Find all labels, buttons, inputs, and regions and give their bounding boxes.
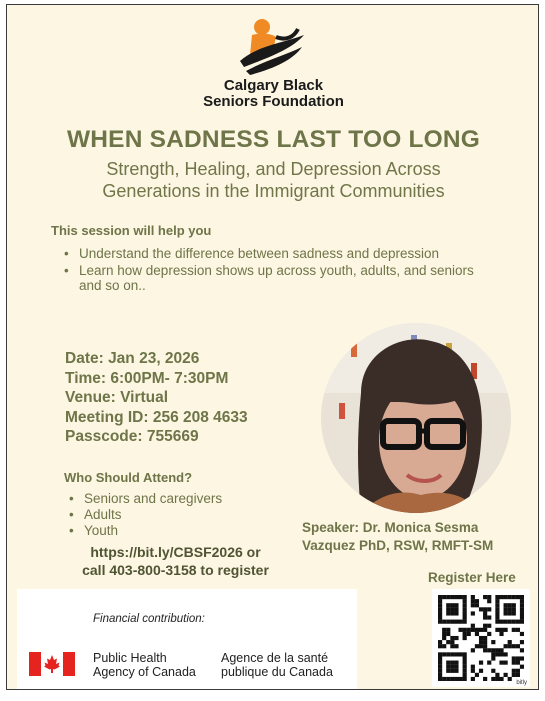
qr-module — [520, 599, 524, 603]
qr-module — [499, 677, 503, 681]
qr-module — [487, 648, 491, 652]
qr-module — [454, 607, 458, 611]
qr-module — [483, 628, 487, 632]
qr-module — [454, 652, 458, 656]
registration-phone: call 403-800-3158 to register — [82, 562, 269, 578]
qr-module — [463, 661, 467, 665]
qr-module — [499, 632, 503, 636]
qr-module — [458, 628, 462, 632]
event-date: Date: Jan 23, 2026 — [65, 350, 200, 367]
qr-module — [438, 607, 442, 611]
qr-module — [495, 677, 499, 681]
qr-module — [442, 677, 446, 681]
qr-module — [442, 620, 446, 624]
qr-module — [520, 607, 524, 611]
qr-module — [475, 599, 479, 603]
qr-module — [487, 624, 491, 628]
qr-module — [495, 652, 499, 656]
qr-module — [512, 673, 516, 677]
qr-module — [495, 611, 499, 615]
qr-module — [499, 652, 503, 656]
qr-module — [450, 640, 454, 644]
qr-module — [450, 611, 454, 615]
qr-module — [487, 607, 491, 611]
qr-module — [450, 644, 454, 648]
qr-module — [438, 615, 442, 619]
qr-module — [454, 611, 458, 615]
qr-module — [463, 656, 467, 660]
qr-module — [516, 595, 520, 599]
register-here-label: Register Here — [428, 570, 516, 585]
qr-module — [516, 628, 520, 632]
qr-module — [479, 628, 483, 632]
qr-module — [495, 620, 499, 624]
qr-module — [504, 595, 508, 599]
qr-module — [491, 677, 495, 681]
qr-code-box[interactable] — [432, 589, 530, 687]
qr-module — [508, 607, 512, 611]
qr-module — [471, 628, 475, 632]
funding-label: Financial contribution: — [93, 613, 205, 625]
qr-module — [463, 603, 467, 607]
qr-module — [442, 652, 446, 656]
qr-module — [454, 636, 458, 640]
qr-module — [495, 628, 499, 632]
qr-module — [438, 669, 442, 673]
qr-module — [463, 677, 467, 681]
qr-module — [499, 620, 503, 624]
event-title: WHEN SADNESS LAST TOO LONG — [66, 126, 481, 153]
passcode: Passcode: 755669 — [65, 428, 199, 445]
qr-module — [450, 652, 454, 656]
qr-module — [483, 677, 487, 681]
qr-module — [463, 615, 467, 619]
qr-module — [438, 640, 442, 644]
qr-module — [520, 632, 524, 636]
qr-module — [512, 603, 516, 607]
qr-module — [516, 620, 520, 624]
qr-module — [520, 620, 524, 624]
qr-module — [499, 648, 503, 652]
list-item: • Adults — [69, 507, 222, 522]
qr-module — [446, 607, 450, 611]
qr-module — [491, 656, 495, 660]
qr-module — [504, 620, 508, 624]
qr-module — [504, 673, 508, 677]
qr-module — [450, 595, 454, 599]
qr-module — [446, 652, 450, 656]
qr-module — [463, 669, 467, 673]
qr-module — [454, 595, 458, 599]
agency-en-line2: Agency of Canada — [93, 665, 196, 679]
qr-module — [491, 652, 495, 656]
qr-module — [504, 644, 508, 648]
qr-module — [483, 607, 487, 611]
qr-module — [471, 665, 475, 669]
qr-module — [467, 628, 471, 632]
qr-module — [479, 640, 483, 644]
qr-module — [458, 677, 462, 681]
meeting-id: Meeting ID: 256 208 4633 — [65, 408, 248, 426]
qr-module — [512, 669, 516, 673]
qr-module — [463, 620, 467, 624]
qr-module — [463, 673, 467, 677]
qr-module — [520, 656, 524, 660]
qr-module — [438, 603, 442, 607]
qr-module — [442, 636, 446, 640]
qr-module — [512, 611, 516, 615]
speaker-line2: Vazquez PhD, RSW, RMFT-SM — [302, 538, 494, 553]
qr-module — [487, 632, 491, 636]
qr-module — [487, 599, 491, 603]
qr-module — [499, 661, 503, 665]
qr-module — [471, 611, 475, 615]
agency-fr-line1: Agence de la santé — [221, 651, 329, 665]
qr-module — [504, 607, 508, 611]
qr-module — [475, 673, 479, 677]
qr-module — [508, 640, 512, 644]
qr-module — [483, 595, 487, 599]
qr-module — [491, 640, 495, 644]
qr-module — [454, 644, 458, 648]
qr-module — [483, 648, 487, 652]
qr-module — [442, 628, 446, 632]
qr-caption: bitly — [516, 680, 527, 686]
qr-module — [479, 636, 483, 640]
qr-module — [450, 620, 454, 624]
org-name-line1: Calgary Black — [223, 77, 324, 94]
qr-module — [508, 603, 512, 607]
qr-module — [438, 595, 442, 599]
qr-module — [471, 677, 475, 681]
qr-module — [454, 603, 458, 607]
qr-module — [446, 669, 450, 673]
qr-module — [463, 665, 467, 669]
qr-module — [438, 644, 442, 648]
qr-module — [454, 620, 458, 624]
qr-module — [520, 603, 524, 607]
qr-module — [508, 677, 512, 681]
event-venue: Venue: Virtual — [65, 389, 169, 406]
speaker-info — [302, 519, 534, 555]
qr-module — [446, 611, 450, 615]
qr-module — [504, 628, 508, 632]
qr-module — [450, 677, 454, 681]
event-poster — [6, 4, 539, 690]
list-item: • Learn how depression shows up across youth, adults, and seniors and so on.. — [64, 263, 494, 293]
qr-module — [520, 615, 524, 619]
event-time: Time: 6:00PM- 7:30PM — [65, 369, 229, 387]
qr-module — [512, 620, 516, 624]
qr-module — [463, 607, 467, 611]
qr-module — [483, 636, 487, 640]
qr-module — [516, 669, 520, 673]
qr-module — [442, 595, 446, 599]
qr-module — [508, 595, 512, 599]
qr-module — [495, 648, 499, 652]
qr-module — [463, 652, 467, 656]
qr-module — [450, 607, 454, 611]
qr-module — [463, 599, 467, 603]
session-list — [64, 246, 494, 295]
qr-module — [512, 644, 516, 648]
qr-module — [491, 669, 495, 673]
qr-module — [479, 669, 483, 673]
qr-module — [454, 669, 458, 673]
qr-module — [446, 632, 450, 636]
qr-module — [479, 644, 483, 648]
qr-module — [471, 603, 475, 607]
qr-module — [467, 632, 471, 636]
qr-module — [504, 661, 508, 665]
qr-module — [463, 611, 467, 615]
qr-module — [483, 624, 487, 628]
qr-module — [450, 669, 454, 673]
qr-module — [442, 632, 446, 636]
attendance-heading: Who Should Attend? — [64, 470, 193, 485]
qr-module — [495, 599, 499, 603]
qr-module — [471, 595, 475, 599]
qr-module — [438, 620, 442, 624]
qr-module — [442, 644, 446, 648]
qr-module — [504, 652, 508, 656]
agency-name-fr — [221, 651, 333, 679]
qr-module — [454, 661, 458, 665]
list-item: • Understand the difference between sadness and depression — [64, 246, 494, 261]
foundation-logo — [236, 15, 308, 79]
qr-module — [438, 673, 442, 677]
attendance-list — [69, 491, 222, 539]
qr-module — [450, 636, 454, 640]
qr-module — [508, 644, 512, 648]
qr-module — [475, 628, 479, 632]
qr-module — [454, 665, 458, 669]
qr-module — [446, 595, 450, 599]
qr-module — [438, 677, 442, 681]
qr-module — [458, 595, 462, 599]
qr-module — [491, 648, 495, 652]
qr-module — [438, 599, 442, 603]
qr-module — [499, 628, 503, 632]
qr-module — [438, 661, 442, 665]
qr-module — [463, 636, 467, 640]
qr-module — [463, 595, 467, 599]
qr-module — [446, 628, 450, 632]
qr-module — [495, 673, 499, 677]
qr-module — [450, 665, 454, 669]
org-name-line2: Seniors Foundation — [203, 93, 344, 110]
qr-module — [495, 607, 499, 611]
qr-code[interactable] — [438, 595, 524, 681]
qr-module — [446, 603, 450, 607]
qr-module — [446, 620, 450, 624]
qr-module — [483, 615, 487, 619]
speaker-photo — [321, 323, 511, 513]
qr-module — [504, 603, 508, 607]
qr-module — [520, 640, 524, 644]
event-details — [65, 349, 248, 447]
registration-link[interactable]: https://bit.ly/CBSF2026 or — [90, 544, 261, 560]
session-heading: This session will help you — [51, 223, 212, 238]
speaker-line1: Speaker: Dr. Monica Sesma — [302, 520, 479, 535]
qr-module — [450, 603, 454, 607]
qr-module — [483, 644, 487, 648]
qr-module — [504, 611, 508, 615]
qr-module — [475, 644, 479, 648]
qr-module — [483, 640, 487, 644]
qr-module — [512, 656, 516, 660]
qr-module — [450, 661, 454, 665]
qr-module — [520, 595, 524, 599]
qr-module — [512, 628, 516, 632]
canada-flag — [29, 652, 75, 676]
qr-module — [463, 632, 467, 636]
list-item: • Youth — [69, 523, 222, 538]
qr-module — [446, 677, 450, 681]
qr-module — [487, 661, 491, 665]
qr-module — [463, 628, 467, 632]
qr-module — [458, 652, 462, 656]
qr-module — [454, 677, 458, 681]
qr-module — [471, 624, 475, 628]
qr-module — [438, 656, 442, 660]
qr-module — [446, 661, 450, 665]
list-item: • Seniors and caregivers — [69, 491, 222, 506]
qr-module — [487, 615, 491, 619]
qr-module — [479, 607, 483, 611]
qr-module — [516, 661, 520, 665]
qr-module — [475, 632, 479, 636]
agency-en-line1: Public Health — [93, 651, 167, 665]
qr-module — [471, 599, 475, 603]
event-subtitle-line2: Generations in the Immigrant Communities — [102, 181, 445, 201]
qr-module — [512, 661, 516, 665]
qr-module — [516, 673, 520, 677]
qr-module — [458, 620, 462, 624]
qr-module — [516, 656, 520, 660]
agency-name-en — [93, 651, 196, 679]
qr-module — [512, 595, 516, 599]
qr-module — [487, 595, 491, 599]
qr-module — [495, 603, 499, 607]
qr-module — [438, 611, 442, 615]
qr-module — [446, 640, 450, 644]
qr-module — [471, 648, 475, 652]
qr-module — [520, 611, 524, 615]
qr-module — [438, 665, 442, 669]
funding-panel — [17, 589, 357, 689]
qr-module — [479, 661, 483, 665]
qr-module — [508, 611, 512, 615]
qr-module — [520, 648, 524, 652]
qr-module — [499, 595, 503, 599]
registration-info — [63, 543, 288, 579]
qr-module — [475, 603, 479, 607]
qr-module — [471, 669, 475, 673]
qr-module — [520, 665, 524, 669]
qr-module — [512, 607, 516, 611]
agency-fr-line2: publique du Canada — [221, 665, 333, 679]
qr-module — [508, 620, 512, 624]
qr-module — [438, 652, 442, 656]
qr-module — [483, 611, 487, 615]
qr-module — [446, 665, 450, 669]
qr-module — [495, 595, 499, 599]
qr-module — [495, 615, 499, 619]
qr-module — [516, 644, 520, 648]
event-subtitle-line1: Strength, Healing, and Depression Across — [106, 159, 441, 179]
